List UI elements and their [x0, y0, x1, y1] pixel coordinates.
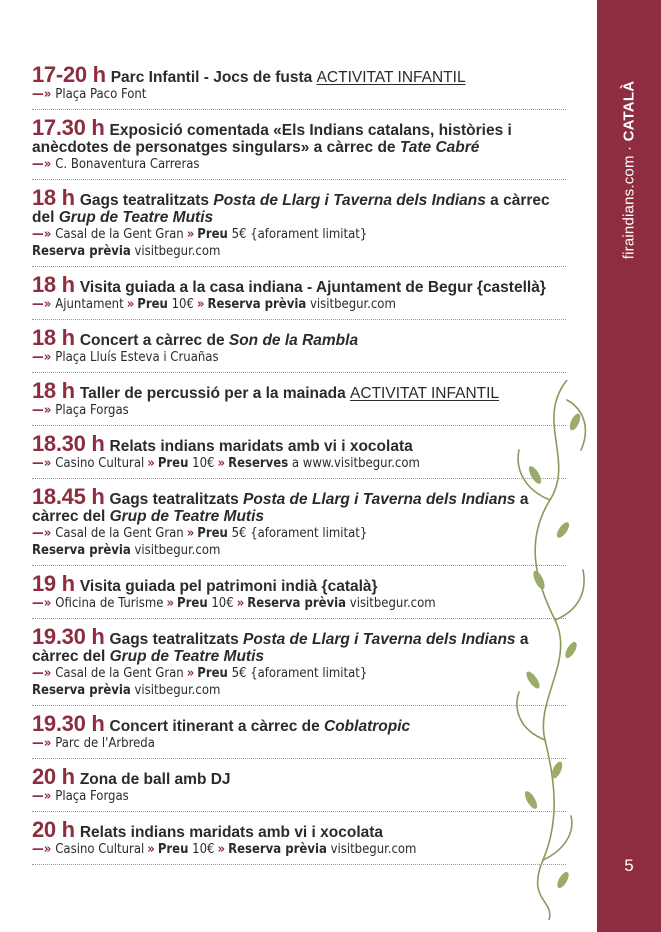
event-title-text: Gags teatralitzats	[79, 192, 214, 209]
event-location: Casal de la Gent Gran	[55, 666, 184, 681]
event-tag: ACTIVITAT INFANTIL	[316, 69, 466, 86]
arrow-icon: —»	[32, 350, 52, 365]
arrow-icon: —»	[32, 157, 52, 172]
detail-value: 5€ {aforament limitat}	[227, 666, 368, 681]
detail-label: Reserva prèvia	[228, 842, 327, 857]
event-title-text: Parc Infantil - Jocs de fusta	[110, 69, 317, 86]
event-title-italic: Tate Cabré	[399, 139, 480, 156]
separator-icon: »	[236, 596, 245, 611]
detail-label: Preu	[157, 456, 189, 471]
event-title-text: Zona de ball amb DJ	[79, 771, 231, 788]
separator-icon: »	[147, 456, 155, 471]
event-location: Plaça Forgas	[55, 789, 129, 804]
event-heading	[32, 624, 566, 665]
arrow-icon: —»	[32, 842, 52, 857]
detail-label: Preu	[197, 227, 228, 242]
separator-icon: »	[126, 297, 135, 312]
detail-label: Preu	[197, 526, 228, 541]
event-title	[110, 438, 413, 455]
detail-value: 10€	[188, 456, 215, 471]
event-tag: ACTIVITAT INFANTIL	[350, 385, 500, 402]
event-title-italic: Posta de Llarg i Taverna dels Indians	[243, 491, 516, 508]
event-heading	[32, 817, 566, 842]
event-list	[32, 64, 566, 872]
site-dot: ·	[620, 141, 638, 156]
detail-label: Reserves	[228, 456, 289, 471]
event-details	[32, 349, 566, 366]
event-item	[32, 274, 566, 320]
event-time: 19.30 h	[32, 624, 105, 649]
separator-icon: »	[217, 842, 226, 857]
event-title-text: Exposició comentada «Els Indians catalans, històries i anècdotes de personatges singulars» a càrrec de	[32, 122, 512, 156]
detail-value: visitbegur.com	[326, 842, 417, 857]
event-item	[32, 819, 566, 865]
reservation-site: visitbegur.com	[130, 543, 221, 558]
event-title-text: Visita guiada pel patrimoni indià {català}	[79, 578, 378, 595]
event-title	[80, 824, 383, 841]
event-title-text: Gags teatralitzats	[109, 491, 244, 508]
event-heading	[32, 325, 566, 350]
detail-value: 10€	[188, 842, 215, 857]
event-item	[32, 486, 566, 566]
event-heading	[32, 711, 566, 736]
event-time: 20 h	[32, 817, 75, 842]
arrow-icon: —»	[32, 297, 52, 312]
event-location: Parc de l'Arbreda	[55, 736, 155, 751]
event-item	[32, 117, 566, 180]
event-title-italic: Son de la Rambla	[228, 332, 359, 349]
event-title-italic: Posta de Llarg i Taverna dels Indians	[243, 631, 516, 648]
event-title-italic: Grup de Teatre Mutis	[109, 508, 265, 525]
sidebar-site-label	[621, 81, 638, 259]
event-location: Plaça Lluís Esteva i Cruañas	[55, 350, 219, 365]
reservation-site: visitbegur.com	[130, 683, 221, 698]
arrow-icon: —»	[32, 87, 52, 102]
reservation-label: Reserva prèvia	[32, 683, 131, 698]
event-time: 18 h	[32, 325, 75, 350]
event-location: Plaça Paco Font	[55, 87, 147, 102]
detail-value: 5€ {aforament limitat}	[227, 227, 368, 242]
event-heading	[32, 571, 566, 596]
event-title	[32, 631, 528, 665]
arrow-icon: —»	[32, 736, 52, 751]
detail-value: 5€ {aforament limitat}	[227, 526, 368, 541]
event-title	[32, 192, 550, 226]
event-location: Ajuntament	[55, 297, 124, 312]
event-details	[32, 455, 566, 472]
detail-value: visitbegur.com	[346, 596, 436, 611]
event-time: 18 h	[32, 272, 75, 297]
event-details	[32, 595, 566, 612]
event-time: 19 h	[32, 571, 75, 596]
event-title-italic: Coblatropic	[324, 718, 411, 735]
event-heading	[32, 115, 566, 156]
separator-icon: »	[186, 666, 195, 681]
page-number: 5	[624, 856, 634, 875]
event-time: 19.30 h	[32, 711, 105, 736]
event-title-text: Gags teatralitzats	[109, 631, 244, 648]
arrow-icon: —»	[32, 403, 52, 418]
event-details	[32, 841, 566, 858]
event-details	[32, 665, 566, 682]
arrow-icon: —»	[32, 789, 52, 804]
arrow-icon: —»	[32, 526, 52, 541]
event-item	[32, 433, 566, 479]
event-location: Casino Cultural	[55, 842, 145, 857]
arrow-icon: —»	[32, 456, 52, 471]
event-title	[32, 491, 528, 525]
separator-icon: »	[186, 227, 195, 242]
separator-icon: »	[186, 526, 195, 541]
event-heading	[32, 764, 566, 789]
event-location: Casino Cultural	[55, 456, 145, 471]
event-time: 17-20 h	[32, 62, 106, 87]
event-title	[80, 332, 358, 349]
event-heading	[32, 272, 566, 297]
event-time: 18.45 h	[32, 484, 105, 509]
separator-icon: »	[196, 297, 205, 312]
event-location: Casal de la Gent Gran	[55, 526, 184, 541]
event-time: 18 h	[32, 185, 75, 210]
event-item	[32, 327, 566, 373]
event-title-italic: Posta de Llarg i Taverna dels Indians	[213, 192, 486, 209]
event-location: C. Bonaventura Carreras	[55, 157, 200, 172]
event-title-italic: Grup de Teatre Mutis	[109, 648, 265, 665]
event-details	[32, 788, 566, 805]
event-heading	[32, 484, 566, 525]
event-title-text: a càrrec del	[32, 192, 550, 226]
event-title-text: Visita guiada a la casa indiana - Ajuntament de Begur {castellà}	[79, 279, 546, 296]
arrow-icon: —»	[32, 227, 52, 242]
event-item	[32, 626, 566, 706]
event-time: 17.30 h	[32, 115, 105, 140]
event-reservation	[32, 243, 566, 260]
event-location: Oficina de Turisme	[55, 596, 164, 611]
event-title	[80, 771, 231, 788]
event-item	[32, 713, 566, 759]
detail-label: Reserva prèvia	[247, 596, 347, 611]
event-title-text: Relats indians maridats amb vi i xocolata	[109, 438, 413, 455]
detail-label: Preu	[157, 842, 189, 857]
language-label: CATALÀ	[620, 80, 638, 142]
event-title	[80, 279, 546, 296]
event-time: 18.30 h	[32, 431, 105, 456]
separator-icon: »	[147, 842, 155, 857]
event-heading	[32, 185, 566, 226]
event-details	[32, 226, 566, 243]
detail-value: a www.visitbegur.com	[288, 456, 420, 471]
detail-label: Reserva prèvia	[207, 297, 307, 312]
reservation-label: Reserva prèvia	[32, 543, 131, 558]
event-title	[111, 69, 466, 86]
event-details	[32, 86, 566, 103]
event-title-italic: Grup de Teatre Mutis	[58, 209, 214, 226]
event-title-text: a càrrec del	[32, 631, 529, 665]
detail-label: Preu	[177, 596, 208, 611]
event-item	[32, 766, 566, 812]
event-details	[32, 156, 566, 173]
event-details	[32, 296, 566, 313]
event-time: 20 h	[32, 764, 75, 789]
event-item	[32, 64, 566, 110]
event-location: Plaça Forgas	[55, 403, 129, 418]
event-item	[32, 380, 566, 426]
event-title-text: Concert a càrrec de	[79, 332, 229, 349]
event-location: Casal de la Gent Gran	[55, 227, 184, 242]
arrow-icon: —»	[32, 666, 52, 681]
detail-value: visitbegur.com	[306, 297, 396, 312]
event-title	[110, 718, 411, 735]
detail-label: Preu	[197, 666, 228, 681]
event-title-text: Concert itinerant a càrrec de	[109, 718, 325, 735]
event-title-text: a càrrec del	[32, 491, 529, 525]
reservation-site: visitbegur.com	[130, 244, 221, 259]
event-reservation	[32, 542, 566, 559]
event-reservation	[32, 682, 566, 699]
detail-value: 10€	[167, 297, 194, 312]
event-heading	[32, 378, 566, 403]
event-heading	[32, 62, 566, 87]
arrow-icon: —»	[32, 596, 52, 611]
site-url: firaindians.com	[620, 155, 638, 260]
reservation-label: Reserva prèvia	[32, 244, 131, 259]
event-item	[32, 573, 566, 619]
event-title	[80, 578, 378, 595]
event-time: 18 h	[32, 378, 75, 403]
detail-value: 10€	[207, 596, 234, 611]
event-details	[32, 402, 566, 419]
event-title-text: Taller de percussió per a la mainada	[79, 385, 351, 402]
event-title	[80, 385, 499, 402]
detail-label: Preu	[137, 297, 168, 312]
separator-icon: »	[217, 456, 226, 471]
event-heading	[32, 431, 566, 456]
event-details	[32, 735, 566, 752]
separator-icon: »	[166, 596, 175, 611]
event-item	[32, 187, 566, 267]
event-details	[32, 525, 566, 542]
event-title-text: Relats indians maridats amb vi i xocolata	[79, 824, 384, 841]
